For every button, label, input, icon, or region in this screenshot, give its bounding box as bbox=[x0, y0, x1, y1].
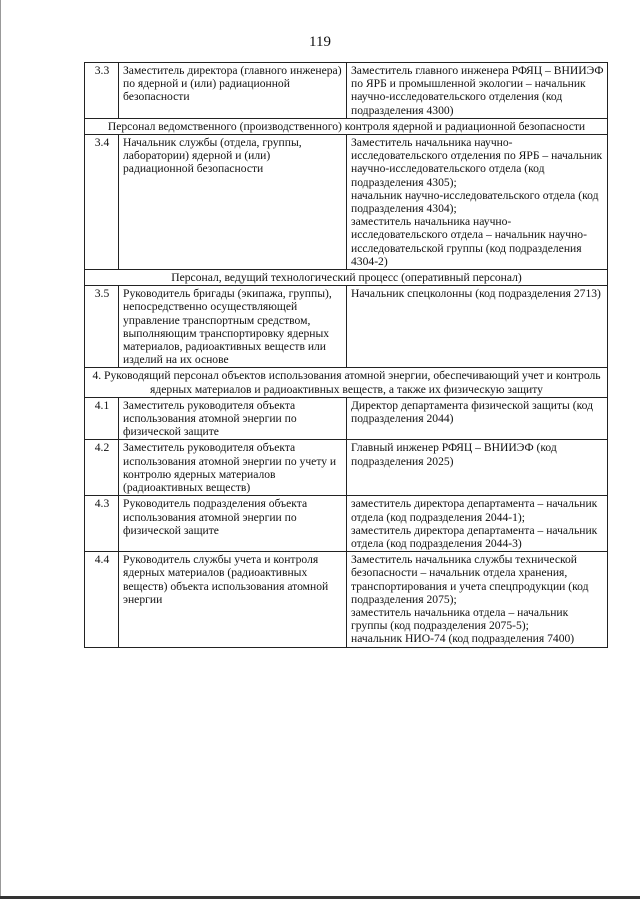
section-row bbox=[85, 118, 608, 134]
table-row bbox=[85, 286, 608, 368]
section-heading: Персонал, ведущий технологический процесс (оперативный персонал) bbox=[85, 270, 608, 286]
row-number: 4.4 bbox=[85, 552, 119, 647]
assigned-position: Заместитель главного инженера РФЯЦ – ВНИИЭФ по ЯРБ и промышленной экологии – начальник научно-исследовательского отделения (код подразделения 4300) bbox=[347, 63, 608, 119]
page-number: 119 bbox=[309, 34, 331, 50]
position-title: Руководитель подразделения объекта использования атомной энергии по физической защите bbox=[119, 496, 347, 552]
table-row bbox=[85, 496, 608, 552]
position-title: Заместитель руководителя объекта использования атомной энергии по физической защите bbox=[119, 397, 347, 440]
scan-edge-left bbox=[0, 0, 1, 899]
positions-table bbox=[84, 62, 608, 648]
section-row bbox=[85, 270, 608, 286]
position-title: Руководитель службы учета и контроля ядерных материалов (радиоактивных веществ) объекта использования атомной энергии bbox=[119, 552, 347, 647]
table-row bbox=[85, 552, 608, 647]
table-row bbox=[85, 397, 608, 440]
position-title: Заместитель руководителя объекта использования атомной энергии по учету и контролю ядерных материалов (радиоактивных веществ) bbox=[119, 440, 347, 496]
position-title: Начальник службы (отдела, группы, лаборатории) ядерной и (или) радиационной безопасности bbox=[119, 135, 347, 270]
table-row bbox=[85, 440, 608, 496]
section-row bbox=[85, 368, 608, 397]
row-number: 3.5 bbox=[85, 286, 119, 368]
table-row bbox=[85, 135, 608, 270]
assigned-position: Главный инженер РФЯЦ – ВНИИЭФ (код подразделения 2025) bbox=[347, 440, 608, 496]
assigned-position: заместитель директора департамента – начальник отдела (код подразделения 2044-1); заместитель директора департамента – начальник отдела (код подразделения 2044-3) bbox=[347, 496, 608, 552]
assigned-position: Директор департамента физической защиты (код подразделения 2044) bbox=[347, 397, 608, 440]
row-number: 3.4 bbox=[85, 135, 119, 270]
row-number: 3.3 bbox=[85, 63, 119, 119]
row-number: 4.1 bbox=[85, 397, 119, 440]
assigned-position: Заместитель начальника научно-исследовательского отделения по ЯРБ – начальник научно-исследовательского отдела (код подразделения 4305); начальник научно-исследовательского отдела (код подразделения 4304); заместитель начальника научно-исследовательского отдела – начальник научно-исследовательской группы (код подразделения 4304-2) bbox=[347, 135, 608, 270]
table-row bbox=[85, 63, 608, 119]
assigned-position: Заместитель начальника службы технической безопасности – начальник отдела хранения, транспортирования и учета спецпродукции (код подразделения 2075); заместитель начальника отдела – начальник группы (код подразделения 2075-5); начальник НИО-74 (код подразделения 7400) bbox=[347, 552, 608, 647]
position-title: Руководитель бригады (экипажа, группы), непосредственно осуществляющей управление транспортным средством, выполняющим транспортировку ядерных материалов, радиоактивных веществ или изделий на их основе bbox=[119, 286, 347, 368]
row-number: 4.3 bbox=[85, 496, 119, 552]
assigned-position: Начальник спецколонны (код подразделения 2713) bbox=[347, 286, 608, 368]
section-heading: 4. Руководящий персонал объектов использования атомной энергии, обеспечивающий учет и контроль ядерных материалов и радиоактивных веществ, а также их физическую защиту bbox=[85, 368, 608, 397]
section-heading: Персонал ведомственного (производственного) контроля ядерной и радиационной безопасности bbox=[85, 118, 608, 134]
position-title: Заместитель директора (главного инженера) по ядерной и (или) радиационной безопасности bbox=[119, 63, 347, 119]
row-number: 4.2 bbox=[85, 440, 119, 496]
